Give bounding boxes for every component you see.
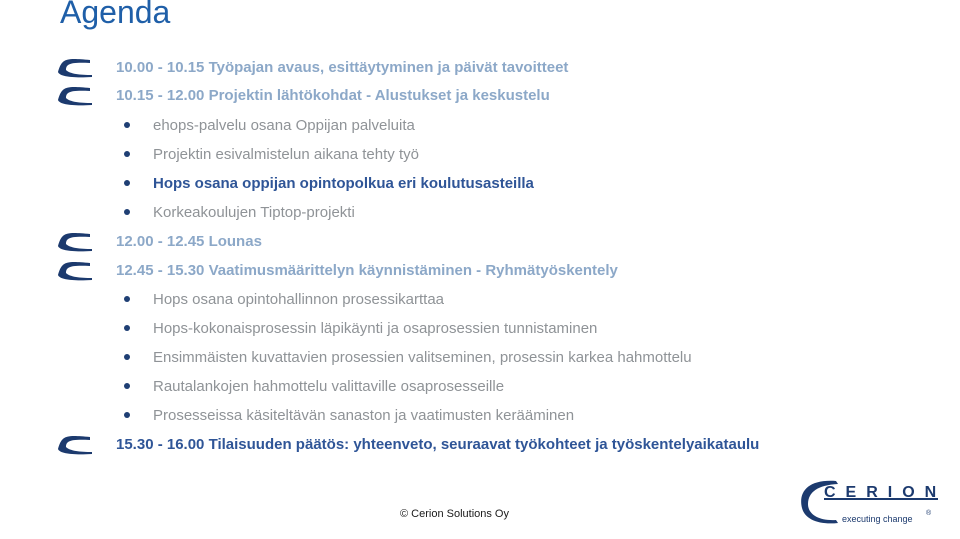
agenda-item-text: 12.00 - 12.45 Lounas — [116, 232, 262, 250]
bullet-dot-icon — [124, 151, 130, 157]
swoosh-icon — [56, 84, 94, 106]
agenda-subitem-text: Hops osana opintohallinnon prosessikarttaa — [153, 290, 445, 308]
swoosh-icon — [56, 259, 94, 281]
logo-wordmark: CERION — [824, 484, 947, 501]
swoosh-icon — [56, 230, 94, 252]
agenda-subitem-text: Rautalankojen hahmottelu valittaville osaprosesseille — [153, 377, 505, 395]
bullet-dot-icon — [124, 412, 130, 418]
logo-tagline: executing change — [842, 514, 913, 524]
bullet-dot-icon — [124, 296, 130, 302]
agenda-item-text: 15.30 - 16.00 Tilaisuuden päätös: yhteenveto, seuraavat työkohteet ja työskentelyaikataulu — [116, 435, 760, 453]
cerion-logo — [796, 478, 947, 528]
bullet-dot-icon — [124, 122, 130, 128]
agenda-subitem-text: Projektin esivalmistelun aikana tehty työ — [153, 145, 419, 163]
agenda-subitem-text: Hops osana oppijan opintopolkua eri koulutusasteilla — [153, 174, 534, 192]
registered-mark: ® — [926, 510, 932, 517]
swoosh-icon — [56, 433, 94, 455]
bullet-dot-icon — [124, 180, 130, 186]
agenda-item-text: 10.15 - 12.00 Projektin lähtökohdat - Alustukset ja keskustelu — [116, 86, 550, 104]
agenda-subitem-text: Ensimmäisten kuvattavien prosessien valitseminen, prosessin karkea hahmottelu — [153, 348, 692, 366]
bullet-dot-icon — [124, 354, 130, 360]
agenda-item-text: 12.45 - 15.30 Vaatimusmäärittelyn käynnistäminen - Ryhmätyöskentely — [116, 261, 618, 279]
agenda-subitem-text: ehops-palvelu osana Oppijan palveluita — [153, 116, 415, 134]
bullet-dot-icon — [124, 383, 130, 389]
bullet-dot-icon — [124, 325, 130, 331]
copyright-text: © Cerion Solutions Oy — [400, 508, 509, 520]
agenda-subitem-text: Hops-kokonaisprosessin läpikäynti ja osaprosessien tunnistaminen — [153, 319, 598, 337]
bullet-dot-icon — [124, 209, 130, 215]
swoosh-icon — [56, 56, 94, 78]
page-title: Agenda — [60, 0, 171, 30]
agenda-subitem-text: Korkeakoulujen Tiptop-projekti — [153, 203, 355, 221]
agenda-subitem-text: Prosesseissa käsiteltävän sanaston ja vaatimusten kerääminen — [153, 406, 575, 424]
agenda-item-text: 10.00 - 10.15 Työpajan avaus, esittäytyminen ja päivät tavoitteet — [116, 58, 569, 76]
